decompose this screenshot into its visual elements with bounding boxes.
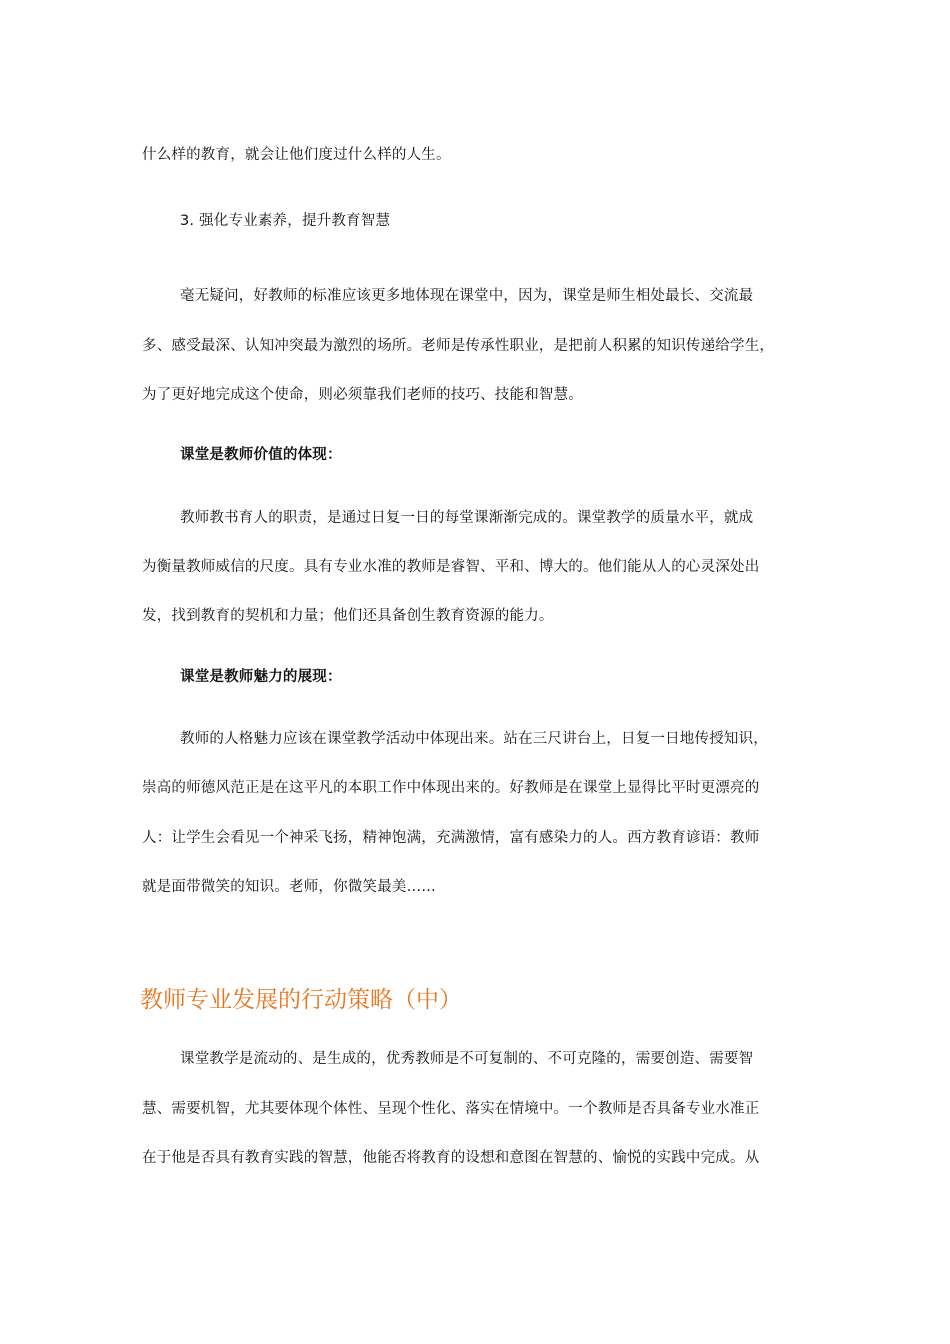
paragraph-line: 就是面带微笑的知识。老师，你微笑最美……	[142, 879, 436, 895]
paragraph-line: 课堂教学是流动的、是生成的，优秀教师是不可复制的、不可克隆的，需要创造、需要智	[180, 1051, 754, 1067]
paragraph-line: 在于他是否具有教育实践的智慧，他能否将教育的设想和意图在智慧的、愉悦的实践中完成。从	[142, 1150, 760, 1166]
paragraph-line: 慧、需要机智，尤其要体现个体性、呈现个性化、落实在情境中。一个教师是否具备专业水准正	[142, 1101, 760, 1117]
paragraph-line: 为衡量教师威信的尺度。具有专业水准的教师是睿智、平和、博大的。他们能从人的心灵深处出	[142, 559, 760, 575]
paragraph-line: 崇高的师德风范正是在这平凡的本职工作中体现出来的。好教师是在课堂上显得比平时更漂亮的	[142, 780, 760, 796]
bold-subheading: 课堂是教师魅力的展现：	[180, 669, 342, 685]
paragraph-line: 毫无疑问，好教师的标准应该更多地体现在课堂中，因为，课堂是师生相处最长、交流最	[180, 288, 754, 304]
paragraph-line: 什么样的教育，就会让他们度过什么样的人生。	[142, 147, 451, 163]
paragraph-line: 发，找到教育的契机和力量；他们还具备创生教育资源的能力。	[142, 608, 554, 624]
paragraph-line: 教师教书育人的职责，是通过日复一日的每堂课渐渐完成的。课堂教学的质量水平，就成	[180, 510, 754, 526]
paragraph-line: 教师的人格魅力应该在课堂教学活动中体现出来。站在三尺讲台上，日复一日地传授知识，	[180, 731, 768, 747]
numbered-subheading: 3. 强化专业素养，提升教育智慧	[180, 213, 391, 229]
paragraph-line: 为了更好地完成这个使命，则必须靠我们老师的技巧、技能和智慧。	[142, 387, 583, 403]
bold-subheading: 课堂是教师价值的体现：	[180, 447, 342, 463]
paragraph-line: 人：让学生会看见一个神采飞扬，精神饱满，充满激情，富有感染力的人。西方教育谚语：教师	[142, 830, 760, 846]
paragraph-line: 多、感受最深、认知冲突最为激烈的场所。老师是传承性职业，是把前人积累的知识传递给学生，	[142, 338, 775, 354]
section-heading: 教师专业发展的行动策略（中）	[140, 987, 462, 1013]
